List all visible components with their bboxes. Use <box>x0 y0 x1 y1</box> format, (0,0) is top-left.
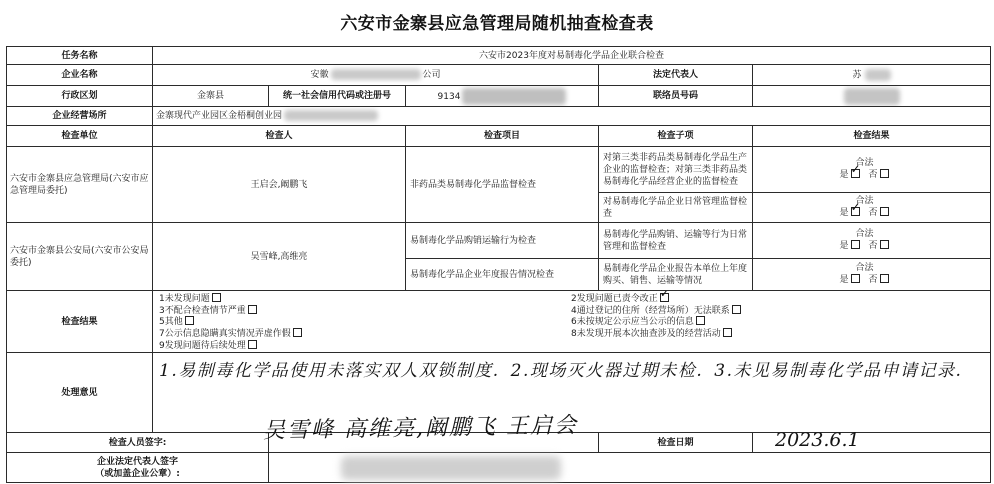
opinion-line: 1.易制毒化学品使用未落实双人双锁制度. <box>159 361 500 381</box>
enterprise-signature-label-line2: （或加盖企业公章）: <box>95 468 180 479</box>
result-option-text: 3不配合检查情节严重 <box>159 306 246 316</box>
inspector-signature-cell <box>262 413 599 453</box>
yes-no-options <box>753 274 976 286</box>
checkbox-icon <box>880 207 889 216</box>
result-option <box>159 316 195 328</box>
result-option <box>159 293 222 305</box>
address-value <box>153 107 991 126</box>
legal-label: 合法 <box>855 158 874 168</box>
checkbox-icon <box>185 316 194 325</box>
task-row <box>7 47 991 65</box>
company-value-end: 公司 <box>422 70 441 80</box>
redaction-blur <box>331 69 421 80</box>
legal-label: 合法 <box>855 263 874 273</box>
check-results-label: 检查结果 <box>7 291 153 353</box>
inspectors: 吴雪峰,高维亮 <box>153 223 406 291</box>
inspection-row <box>7 147 991 193</box>
redaction-blur <box>284 110 378 121</box>
result-option-text: 2发现问题已责令改正 <box>571 294 658 304</box>
opinion-line: 2.现场灭火器过期未检. <box>510 361 704 381</box>
checkbox-icon <box>723 328 732 337</box>
company-value <box>153 65 599 86</box>
redaction-blur <box>844 88 900 105</box>
company-value-start: 安徽 <box>310 70 329 80</box>
yes-no-options <box>753 169 976 181</box>
checkbox-icon <box>851 169 860 178</box>
checkbox-icon <box>293 328 302 337</box>
checkbox-icon <box>880 169 889 178</box>
checkbox-icon <box>248 340 257 349</box>
inspection-subitem: 对易制毒化学品企业日常管理监督检查 <box>599 193 753 223</box>
result-option <box>159 328 303 340</box>
checkbox-icon <box>732 305 741 314</box>
company-row <box>7 65 991 86</box>
header-inspector: 检查人 <box>153 126 406 147</box>
yes-no-options <box>753 240 976 252</box>
address-label: 企业经营场所 <box>7 107 153 126</box>
header-result: 检查结果 <box>753 126 991 147</box>
company-label: 企业名称 <box>7 65 153 86</box>
result-option-text: 6未按规定公示应当公示的信息 <box>571 317 694 327</box>
enterprise-signature-row <box>7 453 991 483</box>
inspectors: 王启会,阚鹏飞 <box>153 147 406 223</box>
no-label: 否 <box>868 241 878 251</box>
legal-rep-value <box>753 65 991 86</box>
inspection-date-value: 2023.6.1 <box>775 429 860 451</box>
handwritten-opinion <box>159 358 973 384</box>
no-label: 否 <box>868 170 878 180</box>
credit-code-label: 统一社会信用代码或注册号 <box>269 86 406 107</box>
no-label: 否 <box>868 275 878 285</box>
legal-label: 合法 <box>855 196 874 206</box>
inspector-signature-label: 检查人员签字: <box>7 433 269 453</box>
result-option-text: 7公示信息隐瞒真实情况弄虚作假 <box>159 329 291 339</box>
inspection-date-cell <box>753 429 991 453</box>
inspection-result <box>753 259 991 291</box>
header-subitem: 检查子项 <box>599 126 753 147</box>
checkbox-icon <box>851 240 860 249</box>
checkbox-icon <box>851 274 860 283</box>
task-label: 任务名称 <box>7 47 153 65</box>
inspection-header-row <box>7 126 991 147</box>
checkbox-icon <box>696 316 705 325</box>
result-option-text: 9发现问题待后续处理 <box>159 341 246 351</box>
inspection-result <box>753 223 991 259</box>
legal-label: 合法 <box>855 229 874 239</box>
result-option <box>571 328 733 340</box>
yes-label: 是 <box>839 275 849 285</box>
header-unit: 检查单位 <box>7 126 153 147</box>
contact-label: 联络员号码 <box>599 86 753 107</box>
enterprise-signature-label-line1: 企业法定代表人签字 <box>96 456 178 467</box>
result-option <box>571 316 706 328</box>
credit-code-prefix: 9134 <box>437 91 461 102</box>
inspection-result <box>753 147 991 193</box>
check-results-row <box>7 291 991 353</box>
yes-no-options <box>753 207 976 219</box>
page-title: 六安市金寨县应急管理局随机抽查检查表 <box>340 14 654 34</box>
task-value: 六安市2023年度对易制毒化学品企业联合检查 <box>153 47 991 65</box>
checkbox-icon <box>660 293 669 302</box>
result-option-text: 1未发现问题 <box>159 294 210 304</box>
redaction-blur <box>341 456 561 480</box>
address-text: 金寨现代产业园区金梧桐创业园 <box>156 111 283 121</box>
header-item: 检查项目 <box>406 126 599 147</box>
inspection-item: 易制毒化学品购销运输行为检查 <box>406 223 599 259</box>
yes-label: 是 <box>839 241 849 251</box>
inspection-unit: 六安市金寨县应急管理局(六安市应急管理局委托) <box>7 147 153 223</box>
region-label: 行政区划 <box>7 86 153 107</box>
legal-rep-label: 法定代表人 <box>599 65 753 86</box>
inspection-subitem: 易制毒化学品企业报告本单位上年度购买、销售、运输等情况 <box>599 259 753 291</box>
inspection-item: 易制毒化学品企业年度报告情况检查 <box>406 259 599 291</box>
no-label: 否 <box>868 208 878 218</box>
checkbox-icon <box>851 207 860 216</box>
address-row <box>7 107 991 126</box>
redaction-blur <box>462 88 566 105</box>
checkbox-icon <box>248 305 257 314</box>
redaction-blur <box>865 69 891 81</box>
checkbox-icon <box>880 240 889 249</box>
contact-value <box>753 86 991 107</box>
enterprise-signature-label <box>7 453 269 483</box>
result-option-text: 4通过登记的住所（经营场所）无法联系 <box>571 306 730 316</box>
result-option-text: 8未发现开展本次抽查涉及的经营活动 <box>571 329 721 339</box>
handling-opinion-label: 处理意见 <box>7 353 153 433</box>
result-option-text: 5其他 <box>159 317 183 327</box>
checkbox-icon <box>880 274 889 283</box>
opinion-line: 3.未见易制毒化学品申请记录. <box>714 361 963 381</box>
result-option <box>571 293 670 305</box>
inspector-signatures: 吴雪峰 高维亮,阚鹏飞 王启会 <box>262 413 579 444</box>
inspection-subitem: 对第三类非药品类易制毒化学品生产企业的监督检查；对第三类非药品类易制毒化学品经营企业的监督检查 <box>599 147 753 193</box>
check-results-options <box>153 291 991 353</box>
enterprise-signature-cell <box>269 453 991 483</box>
inspection-subitem: 易制毒化学品购销、运输等行为日常管理和监督检查 <box>599 223 753 259</box>
inspector-signature-row <box>7 433 991 453</box>
inspection-row <box>7 223 991 259</box>
inspection-item: 非药品类易制毒化学品监督检查 <box>406 147 599 223</box>
region-value: 金寨县 <box>153 86 269 107</box>
inspection-form-table <box>6 46 991 483</box>
credit-code-value <box>406 86 599 107</box>
result-option <box>159 340 258 352</box>
inspection-unit: 六安市金寨县公安局(六安市公安局委托) <box>7 223 153 291</box>
checkbox-icon <box>212 293 221 302</box>
inspection-result <box>753 193 991 223</box>
yes-label: 是 <box>839 170 849 180</box>
yes-label: 是 <box>839 208 849 218</box>
legal-rep-name: 苏 <box>852 70 862 81</box>
inspection-date-label: 检查日期 <box>599 433 753 453</box>
region-row <box>7 86 991 107</box>
